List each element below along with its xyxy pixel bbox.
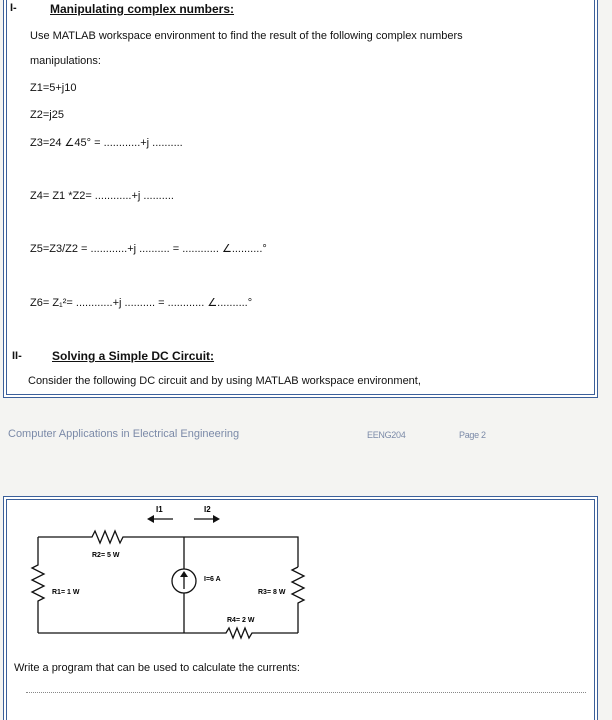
current-i1-label: I1: [156, 505, 163, 514]
footer-course-code: EENG204: [367, 430, 406, 440]
section-1-instruction-line-2: manipulations:: [30, 55, 101, 67]
section-1-title: Manipulating complex numbers:: [50, 2, 235, 16]
section-2-instruction: Consider the following DC circuit and by using MATLAB workspace environment,: [28, 375, 421, 387]
equation-z2: Z2=j25: [30, 109, 64, 121]
dc-circuit-diagram: [20, 505, 340, 660]
r3-label: R3= 8 W: [258, 589, 286, 596]
answer-blank-line: [26, 692, 586, 693]
equation-z5: Z5=Z3/Z2 = ............+j .......... = ............ ∠..........°: [30, 243, 267, 255]
equation-z1: Z1=5+j10: [30, 82, 77, 94]
equation-z6: Z6= Z₁²= ............+j .......... = ............ ∠..........°: [30, 297, 253, 309]
current-source-label: I=6 A: [204, 576, 221, 583]
section-1-instruction-line-1: Use MATLAB workspace environment to find the result of the following complex numbers: [30, 30, 463, 42]
footer-course: Computer Applications in Electrical Engineering: [8, 428, 240, 440]
equation-z4: Z4= Z1 *Z2= ............+j ..........: [30, 190, 174, 202]
current-i2-label: I2: [204, 505, 211, 514]
r4-label: R4= 2 W: [227, 617, 255, 624]
task-text: Write a program that can be used to calculate the currents:: [14, 662, 300, 674]
equation-z3: Z3=24 ∠45° = ............+j ..........: [30, 137, 183, 149]
footer-page-number: Page 2: [459, 430, 486, 440]
section-2-number: II-: [12, 350, 22, 362]
r2-label: R2= 5 W: [92, 552, 120, 559]
r1-label: R1= 1 W: [52, 589, 80, 596]
section-2-title: Solving a Simple DC Circuit:: [52, 349, 215, 363]
section-1-number: I-: [10, 2, 17, 14]
